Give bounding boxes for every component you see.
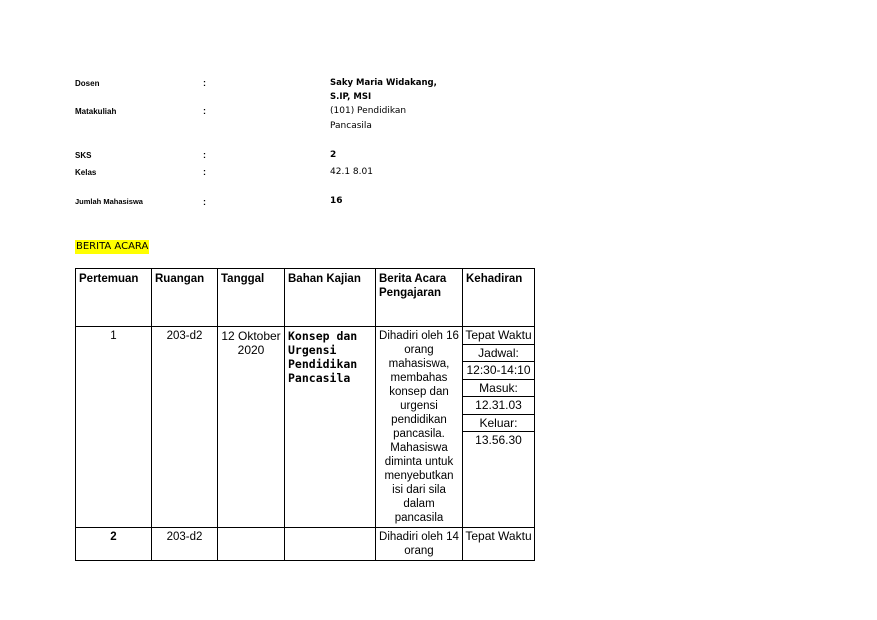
row1-berita-acara: Dihadiri oleh 16 orang mahasiswa, membahas konsep dan urgensi pendidikan pancasila. Mahasiswa diminta untuk menyebutkan isi dari sila dalam pancasila bbox=[376, 327, 463, 528]
row1-masuk-label: Masuk: bbox=[463, 380, 534, 398]
matakuliah-label: Matakuliah bbox=[75, 107, 117, 116]
row1-jadwal-value: 12:30-14:10 bbox=[463, 362, 534, 380]
header-pertemuan: Pertemuan bbox=[76, 269, 152, 327]
jumlah-mahasiswa-value: 16 bbox=[330, 196, 343, 206]
kelas-label: Kelas bbox=[75, 168, 97, 177]
dosen-colon: : bbox=[203, 78, 206, 88]
sks-label: SKS bbox=[75, 151, 92, 160]
table-row bbox=[76, 528, 535, 561]
row1-kehadiran bbox=[463, 327, 535, 528]
row1-masuk-value: 12.31.03 bbox=[463, 397, 534, 415]
table-header-row bbox=[76, 269, 535, 327]
dosen-value-line2: S.IP, MSI bbox=[330, 92, 372, 102]
row2-ruangan: 203-d2 bbox=[152, 528, 218, 561]
header-berita-acara: Berita Acara Pengajaran bbox=[376, 269, 463, 327]
jumlah-mahasiswa-colon: : bbox=[203, 197, 206, 207]
sks-colon: : bbox=[203, 150, 206, 160]
row1-keluar-value: 13.56.30 bbox=[475, 433, 522, 447]
matakuliah-value-line2: Pancasila bbox=[330, 121, 372, 131]
matakuliah-value-line1: (101) Pendidikan bbox=[330, 106, 407, 116]
dosen-value-line1: Saky Maria Widakang, bbox=[330, 78, 437, 88]
row1-keluar-label: Keluar: bbox=[463, 415, 534, 433]
header-tanggal: Tanggal bbox=[218, 269, 285, 327]
header-bahan-kajian: Bahan Kajian bbox=[285, 269, 376, 327]
row2-pertemuan: 2 bbox=[76, 528, 152, 561]
row1-pertemuan: 1 bbox=[76, 327, 152, 528]
matakuliah-colon: : bbox=[203, 106, 206, 116]
header-kehadiran: Kehadiran bbox=[463, 269, 535, 327]
row2-berita-acara: Dihadiri oleh 14 orang bbox=[376, 528, 463, 561]
row1-bahan-kajian: Konsep dan Urgensi Pendidikan Pancasila bbox=[285, 327, 376, 528]
dosen-label: Dosen bbox=[75, 79, 100, 88]
sks-value: 2 bbox=[330, 150, 337, 160]
row1-tanggal: 12 Oktober 2020 bbox=[218, 327, 285, 528]
table-row bbox=[76, 327, 535, 528]
row2-status: Tepat Waktu bbox=[465, 529, 532, 543]
row2-kehadiran bbox=[463, 528, 535, 561]
row1-ruangan: 203-d2 bbox=[152, 327, 218, 528]
row2-bahan-kajian bbox=[285, 528, 376, 561]
row2-tanggal bbox=[218, 528, 285, 561]
header-ruangan: Ruangan bbox=[152, 269, 218, 327]
section-title: BERITA ACARA bbox=[76, 241, 149, 252]
kelas-value: 42.1 8.01 bbox=[330, 167, 373, 177]
berita-acara-table bbox=[75, 268, 535, 561]
kelas-colon: : bbox=[203, 167, 206, 177]
row1-status: Tepat Waktu bbox=[463, 327, 534, 345]
jumlah-mahasiswa-label: Jumlah Mahasiswa bbox=[75, 197, 143, 206]
row1-jadwal-label: Jadwal: bbox=[463, 345, 534, 363]
